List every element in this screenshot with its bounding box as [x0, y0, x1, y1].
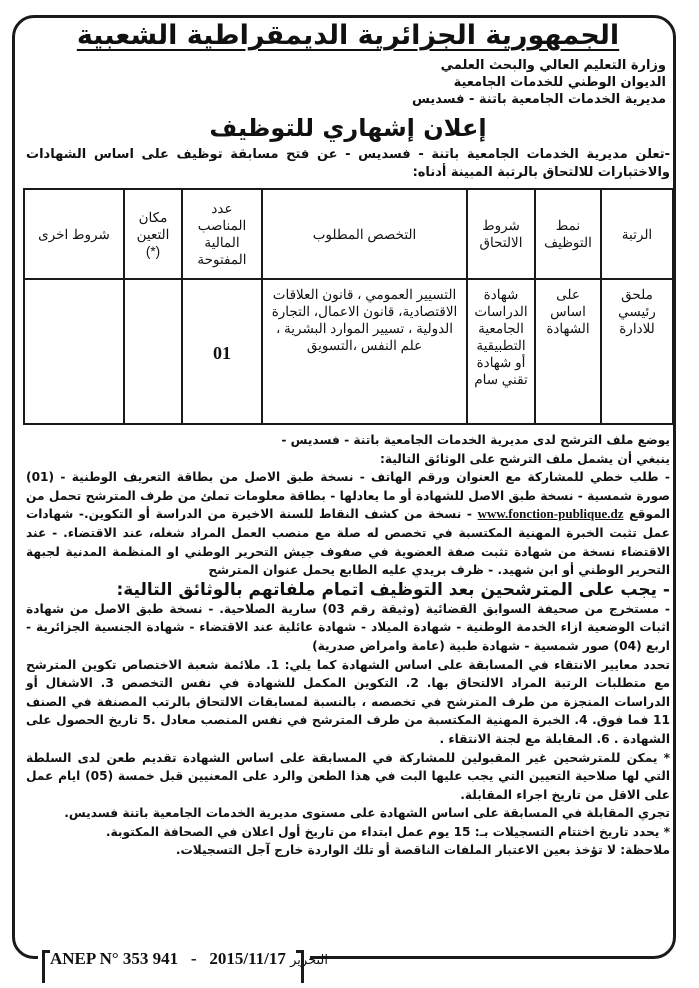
cell-location	[124, 279, 182, 424]
footer-bracket-right	[296, 950, 304, 983]
cell-positions: 01	[182, 279, 262, 424]
ministry-name: وزارة التعليم العالي والبحث العلمي	[440, 58, 666, 73]
publication-date: 2015/11/17	[209, 949, 286, 968]
positions-table	[23, 188, 674, 425]
website-link[interactable]: www.fonction-publique.dz	[477, 506, 624, 522]
appeal-note: * يمكن للمترشحين غير المقبولين للمشاركة في المسابقة على اساس الشهادة تقديم طعن لدى السلطة التي لها صلاحية التعيين التي يجب عليها البت في هذا الطعن والرد على المعنيين قبل خمسة (05) ايام عمل على الاقل من تاريخ اجراء المقابلة.	[26, 750, 671, 802]
header-positions: عدد المناصب المالية المفتوحة	[182, 189, 262, 279]
required-docs-list	[26, 468, 670, 580]
header-other-conditions: شروط اخرى	[24, 189, 124, 279]
announcement-body	[26, 431, 670, 860]
selection-criteria: تحدد معايير الانتقاء في المسابقة على اساس الشهادة كما يلي: 1. ملائمة شعبة الاختصاص تكوين المترشح مع متطلبات الرتبة المراد الالتحاق بها. 2. التكوين المكمل للشهادة في نفس التخصص 3. الاشغال أو الدراسات المنجزة من طرف المترشح في تخصصه ، بالنسبة لمسابقات الالتحاق بالرتب المصنفة في الصنف 11 فما فوق. 4. الخبرة المهنية المكتسبة من طرف المترشح في نفس المنصب معادل .5 تاريخ الحصول على الشهادة . 6. المقابلة مع لجنة الانتقاء .	[26, 657, 671, 746]
header-rank: الرتبة	[601, 189, 673, 279]
required-docs-part2: - نسخة من كشف النقاط للسنة الاخيرة من الدراسة أو التكوين.- شهادات عمل تثبت الخبرة المهنية المكتسبة في تخصص له صلة مع منصب العمل المراد شغله، عند الاقتضاء. - عند الاقتضاء نسخة من شهادة تثبت صفة العضوية في صفوف جيش التحرير الوطني او المنظمة المدنية لجبهة التحرير الوطني أو ابن شهيد. - ظرف بريدي عليه الطابع يحمل عنوان المترشح	[26, 507, 670, 578]
announcement-title: إعلان إشهاري للتوظيف	[209, 114, 487, 142]
cell-rank: ملحق رئيسي للادارة	[601, 279, 673, 424]
office-name: الديوان الوطني للخدمات الجامعية	[453, 75, 666, 90]
anep-number: ANEP N° 353 941	[50, 949, 179, 968]
incomplete-files-note: ملاحظة: لا تؤخذ بعين الاعتبار الملفات الناقصة أو تلك الواردة خارج آجل التسجيلات.	[175, 843, 670, 858]
registration-deadline: * يحدد تاريخ اختتام التسجيلات بـ: 15 يوم عمل ابتداء من تاريخ أول اعلان في الصحافة المكتوبة.	[105, 824, 670, 839]
cell-other-conditions	[24, 279, 124, 424]
institution-block	[22, 57, 666, 108]
announcement-intro: -تعلن مديرية الخدمات الجامعية باتنة - فسديس - عن فتح مسابقة توظيف على اساس الشهادات والاختبارات للالتحاق بالرتبة المبينة أدناه:	[26, 147, 670, 180]
interview-location: تجري المقابلة في المسابقة على اساس الشهادة على مستوى مديرية الخدمات الجامعية باتنة فسديس.	[64, 806, 670, 821]
header-specialty: التخصص المطلوب	[262, 189, 467, 279]
cell-specialty: التسيير العمومي ، قانون العلاقات الاقتصادية، قانون الاعمال، التجارة الدولية ، تسيير الموارد البشرية ، علم النفس ،التسويق	[262, 279, 467, 424]
footer-separator: -	[190, 949, 197, 968]
publication-footer	[42, 949, 328, 972]
required-docs-part1: - طلب خطي للمشاركة مع العنوان ورقم الهاتف - نسخة طبق الاصل من بطاقة التعريف الوطنية - (01) صورة شمسية - نسخة طبق الاصل للشهادة أو ما يعادلها - بطاقة معلومات تملئ من طرف المترشح تحمل من الموقع	[26, 470, 670, 522]
header-location: مكان التعين (*)	[124, 189, 182, 279]
footer-bracket-left	[42, 950, 50, 983]
cell-conditions: شهادة الدراسات الجامعية التطبيقية أو شهادة تقني سام	[467, 279, 535, 424]
announcement-document	[22, 18, 674, 860]
header-recruitment-mode: نمط التوظيف	[535, 189, 601, 279]
post-recruitment-heading: - يجب على المترشحين بعد التوظيف اتمام ملفاتهم بالوثائق التالية:	[116, 579, 670, 600]
table-row	[24, 279, 673, 424]
header-conditions: شروط الالتحاق	[467, 189, 535, 279]
table-header-row	[24, 189, 673, 279]
file-deposit-text: يوضع ملف الترشح لدى مديرية الخدمات الجامعية باتنة - فسديس -	[281, 433, 670, 447]
publication-date-label: التحرير	[290, 953, 328, 968]
directorate-name: مديرية الخدمات الجامعية باتنة - فسديس	[411, 92, 666, 107]
required-docs-intro: ينبغي أن يشمل ملف الترشح على الوثائق التالية:	[379, 451, 670, 466]
cell-recruitment-mode: على اساس الشهادة	[535, 279, 601, 424]
republic-title: الجمهورية الجزائرية الديمقراطية الشعبية	[76, 20, 620, 51]
post-recruitment-docs: - مستخرج من صحيفة السوابق القضائية (وثيقة رقم 03) سارية الصلاحية. - نسخة طبق الاصل من شهادة اثبات الوضعية ازاء الخدمة الوطنية - شهادة الميلاد - شهادة عائلية عند الاقتضاء - شهادة الجنسية الجزائرية - اربع (04) صور شمسية - شهادة طبية (عامة وامراض صدرية)	[26, 601, 670, 653]
